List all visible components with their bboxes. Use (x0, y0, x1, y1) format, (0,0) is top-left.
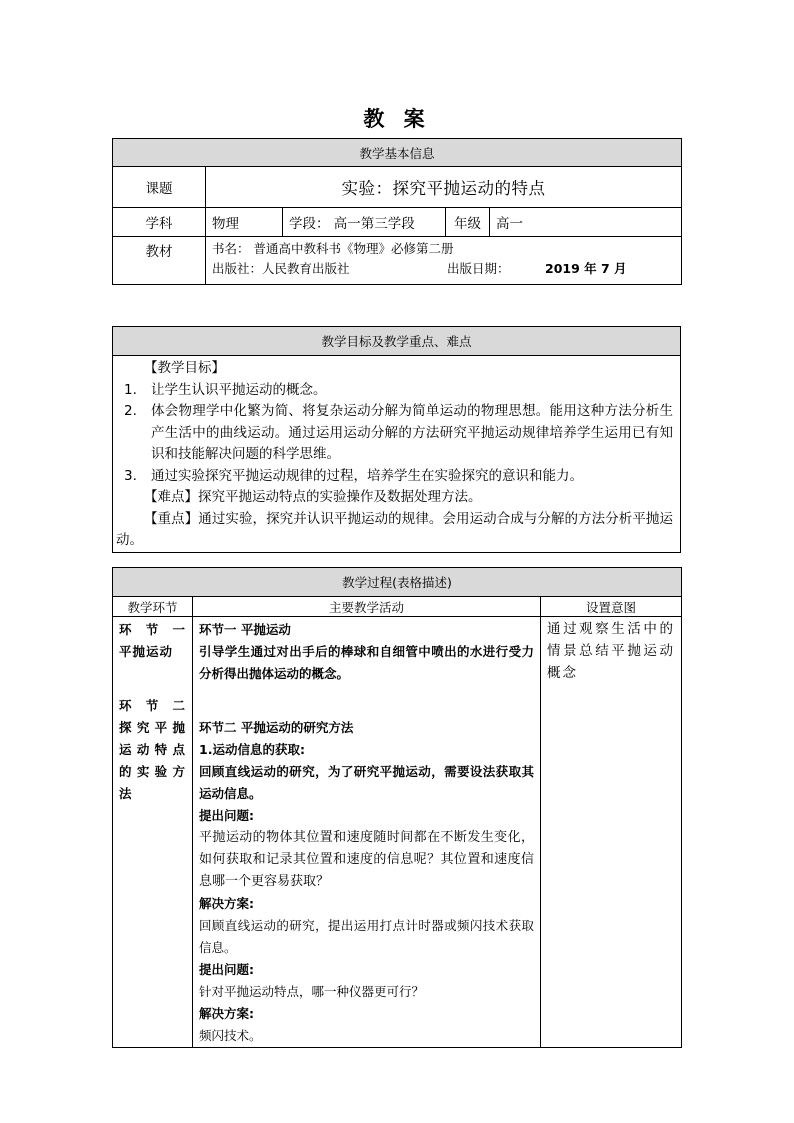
publisher: 出版社：人民教育出版社 (212, 261, 350, 276)
grade-label: 年级 (446, 208, 490, 237)
intent-column (541, 617, 682, 1048)
material-label: 教材 (113, 237, 206, 285)
stage-2: 环 节 二 探究平抛运动特点的实验方法 (119, 698, 186, 801)
question-label: 提出问题: (199, 808, 254, 823)
topic-value: 实验：探究平抛运动的特点 (206, 167, 682, 208)
stage-1: 环 节 一 平抛运动 (119, 622, 186, 659)
activity-column (193, 617, 541, 1048)
activity-2-para: 频闪技术。 (199, 1028, 262, 1043)
goal-item: 2. 体会物理学中化繁为简、将复杂运动分解为简单运动的物理思想。能用这种方法分析生产生活中的曲线运动。通过运用运动分解的方法研究平抛运动规律培养学生运用已有知识和技能解决问题的科学思维。 (124, 403, 673, 462)
col-activity-header: 主要教学活动 (193, 597, 541, 617)
activity-2-para: 回顾直线运动的研究，提出运用打点计时器或频闪技术获取信息。 (199, 918, 534, 955)
activity-2-para: 回顾直线运动的研究，为了研究平抛运动，需要设法获取其运动信息。 (199, 764, 534, 801)
activity-2-para: 平抛运动的物体其位置和速度随时间都在不断发生变化，如何获取和记录其位置和速度的信息呢？其位置和速度信息哪一个更容易获取？ (199, 830, 534, 889)
page-title: 教 案 (363, 107, 431, 131)
question-label: 提出问题: (199, 962, 254, 977)
col-stage-header: 教学环节 (113, 597, 193, 617)
objectives-table (112, 326, 681, 553)
solution-label: 解决方案: (199, 896, 254, 911)
process-header: 教学过程(表格描述) (113, 568, 682, 597)
activity-2-para: 针对平抛运动特点，哪一种仪器更可行？ (199, 984, 425, 999)
objectives-header: 教学目标及教学重点、难点 (113, 327, 681, 356)
publisher-line (212, 259, 675, 279)
topic-label: 课题 (113, 167, 206, 208)
activity-1-title: 环节一 平抛运动 (199, 622, 291, 637)
subject-value: 物理 (206, 208, 283, 237)
activity-1-body: 引导学生通过对出手后的棒球和自细管中喷出的水进行受力分析得出抛体运动的概念。 (199, 644, 534, 681)
goals-title: 【教学目标】 (144, 360, 225, 376)
basic-info-header: 教学基本信息 (113, 139, 682, 167)
solution-label: 解决方案: (199, 1006, 254, 1021)
intent-1: 通过观察生活中的情景总结平抛运动概念 (547, 621, 675, 681)
publish-date-value: 2019 年 7 月 (545, 261, 627, 276)
basic-info-table (112, 138, 682, 285)
goal-item: 3. 通过实验探究平抛运动规律的过程，培养学生在实验探究的意识和能力。 (124, 467, 583, 484)
book-name: 书名： 普通高中教科书《物理》必修第二册 (212, 241, 454, 256)
key-point-text: 【重点】通过实验，探究并认识平抛运动的规律。会用运动合成与分解的方法分析平抛运动。 (116, 510, 673, 548)
stage-value: 学段： 高一第三学段 (283, 208, 446, 237)
difficulty-text: 【难点】探究平抛运动特点的实验操作及数据处理方法。 (144, 489, 482, 505)
grade-value: 高一 (490, 208, 682, 237)
subject-label: 学科 (113, 208, 206, 237)
col-intent-header: 设置意图 (541, 597, 682, 617)
process-table (112, 567, 682, 1048)
material-info (206, 237, 682, 285)
stage-column (113, 617, 193, 1048)
goal-item: 1. 让学生认识平抛运动的概念。 (124, 381, 327, 398)
publish-date-label: 出版日期： (447, 261, 510, 276)
activity-2-subtitle: 1.运动信息的获取: (199, 742, 305, 757)
objectives-body (113, 356, 681, 553)
activity-2-title: 环节二 平抛运动的研究方法 (199, 720, 354, 735)
